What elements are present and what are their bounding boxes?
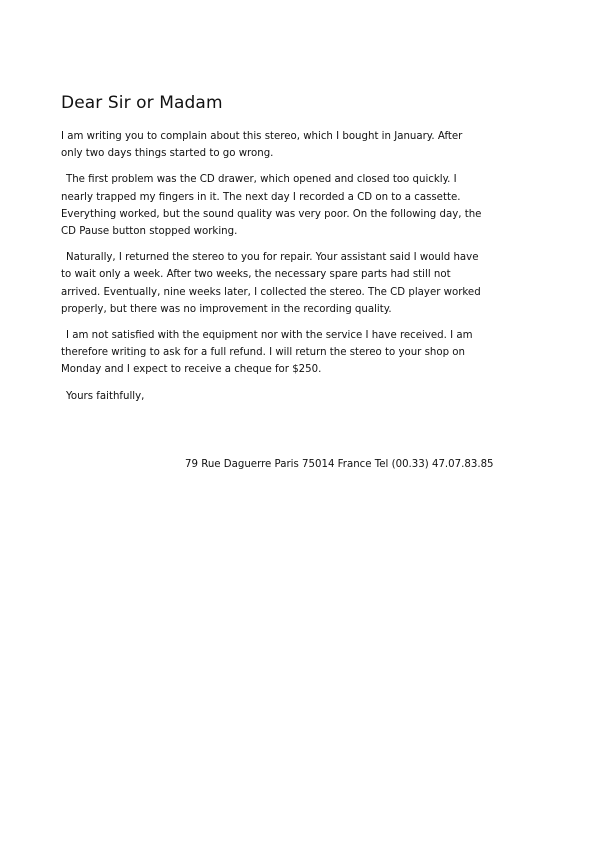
paragraph-line: Monday and I expect to receive a cheque for $250. — [61, 364, 322, 376]
paragraph-line: only two days things started to go wrong. — [61, 148, 274, 160]
letter-greeting: Dear Sir or Madam — [61, 93, 223, 113]
letter-body — [61, 128, 541, 414]
paragraph-complaint-intro — [61, 128, 541, 162]
paragraph-refund-request — [61, 327, 541, 379]
paragraph-line: The first problem was the CD drawer, which opened and closed too quickly. I — [66, 174, 457, 186]
letter-closing-block — [61, 388, 541, 405]
paragraph-line: nearly trapped my fingers in it. The next day I recorded a CD on to a cassette. — [61, 191, 461, 203]
paragraph-line: CD Pause button stopped working. — [61, 226, 238, 238]
paragraph-line: arrived. Eventually, nine weeks later, I collected the stereo. The CD player worked — [61, 286, 481, 298]
paragraph-line: I am not satisfied with the equipment nor with the service I have received. I am — [66, 330, 473, 342]
paragraph-line: I am writing you to complain about this stereo, which I bought in January. After — [61, 131, 463, 142]
paragraph-repair — [61, 249, 541, 318]
paragraph-line: Everything worked, but the sound quality was very poor. On the following day, the — [61, 208, 482, 220]
sender-address: 79 Rue Daguerre Paris 75014 France Tel (00.33) 47.07.83.85 — [185, 459, 494, 470]
paragraph-line: to wait only a week. After two weeks, the necessary spare parts had still not — [61, 269, 451, 281]
paragraph-first-problem — [61, 171, 541, 240]
letter-closing: Yours faithfully, — [66, 390, 145, 402]
paragraph-line: properly, but there was no improvement in the recording quality. — [61, 303, 392, 315]
paragraph-line: Naturally, I returned the stereo to you for repair. Your assistant said I would have — [66, 252, 479, 264]
paragraph-line: therefore writing to ask for a full refund. I will return the stereo to your shop on — [61, 347, 466, 359]
